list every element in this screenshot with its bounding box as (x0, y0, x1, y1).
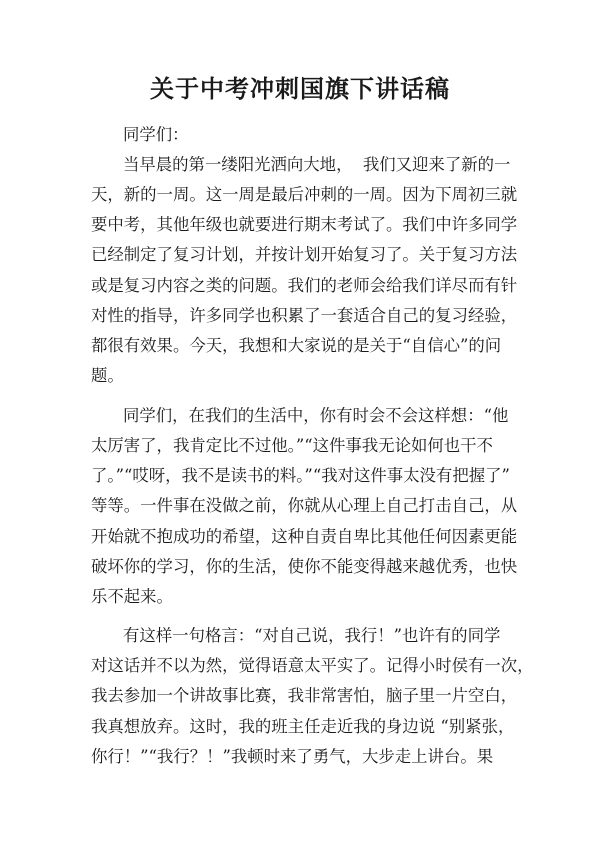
text-line: 同学们，在我们的生活中，你有时会不会这样想：“他 (123, 406, 509, 425)
text-line: 我去参加一个讲故事比赛，我非常害怕，脑子里一片空白， (91, 686, 518, 705)
text-line: 等等。一件事在没做之前，你就从心理上自己打击自己，从 (91, 496, 518, 515)
text-line: 我真想放弃。这时，我的班主任走近我的身边说 “别紧张， (91, 717, 515, 736)
salutation: 同学们： (123, 125, 189, 144)
text-line: 已经制定了复习计划，并按计划开始复习了。关于复习方法 (91, 245, 518, 264)
text-line: 开始就不抱成功的希望，这种自责自卑比其他任何因素更能 (91, 527, 518, 546)
text-line: 当早晨的第一缕阳光洒向大地， 我们又迎来了新的一 (123, 155, 511, 174)
text-line: 对这话并不以为然，觉得语意太平实了。记得小时侯有一次， (91, 656, 534, 675)
text-line: 对性的指导，许多同学也积累了一套适合自己的复习经验， (91, 306, 518, 325)
text-line: 要中考，其他年级也就要进行期末考试了。我们中许多同学 (91, 215, 518, 234)
text-line: 天，新的一周。这一周是最后冲刺的一周。因为下周初三就 (91, 185, 518, 204)
document-title: 关于中考冲刺国旗下讲话稿 (150, 74, 450, 103)
text-line: 乐不起来。 (91, 587, 173, 606)
text-line: 或是复习内容之类的问题。我们的老师会给我们详尽而有针 (91, 276, 518, 295)
text-line: 太厉害了，我肯定比不过他。”“这件事我无论如何也干不 (91, 436, 493, 455)
text-line: 了。”“哎呀，我不是读书的料。”“我对这件事太没有把握了” (91, 466, 510, 485)
text-line: 有这样一句格言：“对自己说，我行！”也许有的同学 (123, 626, 501, 645)
text-line: 都很有效果。今天，我想和大家说的是关于“自信心”的问 (91, 336, 502, 355)
text-line: 题。 (91, 366, 124, 385)
text-line: 你行！”“我行？！”我顿时来了勇气，大步走上讲台。果 (91, 747, 494, 766)
text-line: 破坏你的学习，你的生活，使你不能变得越来越优秀，也快 (91, 557, 518, 576)
